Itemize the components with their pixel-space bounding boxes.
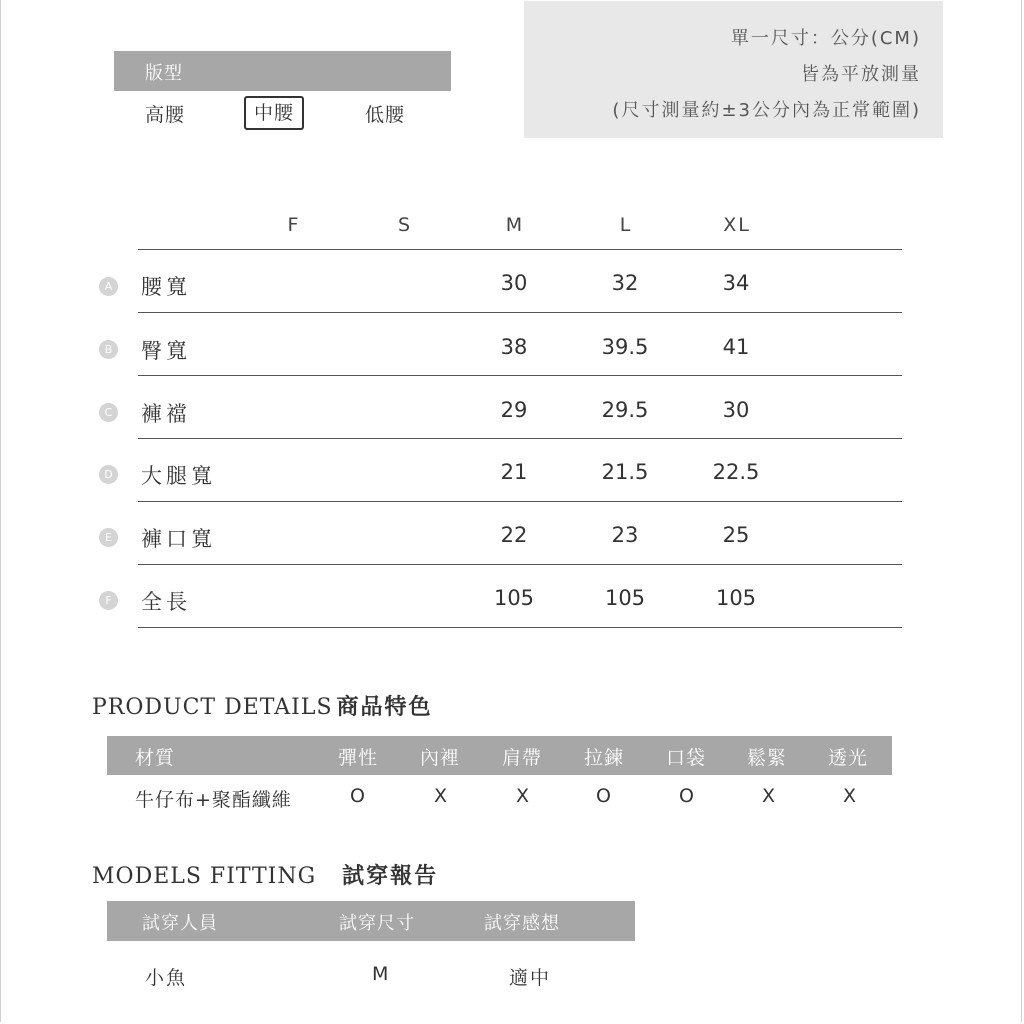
fit-option-low-waist: 低腰 [365, 104, 406, 126]
row-badge: A [99, 277, 118, 296]
size-table-divider [138, 564, 902, 565]
measure-label-thigh: 大腿寬 [141, 464, 216, 488]
detail-header-zipper: 拉鍊 [584, 747, 625, 769]
table-cell: 105 [604, 586, 646, 610]
table-cell: 22 [500, 523, 528, 547]
models-fitting-title-en: MODELS FITTING [92, 864, 317, 889]
detail-value-zipper: O [596, 785, 611, 807]
size-table-divider [138, 627, 902, 628]
row-badge: E [99, 528, 118, 547]
table-cell: 34 [722, 271, 750, 295]
table-cell: 39.5 [601, 335, 649, 359]
fitting-header-feeling: 試穿感想 [484, 913, 560, 934]
measure-label-length: 全長 [141, 590, 191, 614]
table-cell: 29 [500, 398, 528, 422]
detail-header-sheer: 透光 [828, 747, 869, 769]
table-cell: 105 [493, 586, 535, 610]
detail-header-material: 材質 [135, 747, 176, 769]
detail-value-elastic: X [762, 785, 776, 807]
table-cell: 32 [611, 271, 639, 295]
row-badge: B [99, 340, 118, 359]
fitting-value-feeling: 適中 [509, 967, 552, 989]
row-badge: F [99, 591, 118, 610]
size-col-l: L [619, 214, 633, 236]
models-fitting-title [92, 859, 438, 890]
detail-header-pockets: 口袋 [666, 747, 707, 769]
table-cell: 41 [722, 335, 750, 359]
table-cell: 22.5 [712, 460, 760, 484]
product-details-title [92, 690, 433, 721]
table-cell: 21.5 [601, 460, 649, 484]
product-details-title-en: PRODUCT DETAILS [92, 695, 333, 720]
detail-header-straps: 肩帶 [502, 747, 543, 769]
table-cell: 23 [611, 523, 639, 547]
size-table-divider [138, 438, 902, 439]
note-line-3: (尺寸測量約±3公分內為正常範圍) [612, 100, 921, 121]
detail-value-sheer: X [843, 785, 857, 807]
fit-type-header [114, 51, 451, 91]
size-col-s: S [397, 214, 413, 236]
size-table-divider [138, 501, 902, 502]
size-col-m: M [505, 214, 525, 236]
note-line-2: 皆為平放測量 [801, 64, 921, 85]
detail-header-lining: 內裡 [420, 747, 461, 769]
detail-header-elastic: 鬆緊 [747, 747, 788, 769]
product-details-title-zh: 商品特色 [336, 695, 433, 720]
detail-header-stretch: 彈性 [338, 747, 379, 769]
fit-option-high-waist: 高腰 [145, 104, 186, 126]
size-table-divider [138, 249, 902, 250]
fit-option-mid-waist-selected: 中腰 [244, 96, 304, 130]
note-line-1: 單一尺寸：公分(CM) [730, 28, 921, 49]
fitting-value-model: 小魚 [145, 967, 188, 989]
fitting-header-model: 試穿人員 [142, 913, 218, 934]
row-badge: D [99, 465, 118, 484]
fit-type-header-label: 版型 [145, 63, 183, 84]
measure-label-leg-opening: 褲口寬 [141, 527, 216, 551]
row-badge: C [99, 403, 118, 422]
table-cell: 29.5 [601, 398, 649, 422]
measure-label-waist: 腰寬 [141, 275, 191, 299]
detail-value-lining: X [434, 785, 448, 807]
table-cell: 30 [722, 398, 750, 422]
table-cell: 25 [722, 523, 750, 547]
table-cell: 30 [500, 271, 528, 295]
table-cell: 105 [715, 586, 757, 610]
size-table-divider [138, 312, 902, 313]
measurement-note [524, 1, 943, 138]
detail-value-stretch: O [350, 785, 365, 807]
size-col-xl: XL [723, 214, 751, 236]
detail-value-straps: X [516, 785, 530, 807]
table-cell: 21 [500, 460, 528, 484]
detail-value-pockets: O [679, 785, 694, 807]
table-cell: 38 [500, 335, 528, 359]
fitting-value-size: M [372, 963, 391, 985]
size-col-f: F [287, 214, 301, 236]
models-fitting-title-zh: 試穿報告 [342, 864, 439, 889]
measure-label-hip: 臀寬 [141, 339, 191, 363]
measure-label-rise: 褲襠 [141, 402, 191, 426]
fitting-header-size: 試穿尺寸 [339, 913, 415, 934]
size-table-divider [138, 375, 902, 376]
detail-value-material: 牛仔布+聚酯纖維 [135, 789, 292, 811]
